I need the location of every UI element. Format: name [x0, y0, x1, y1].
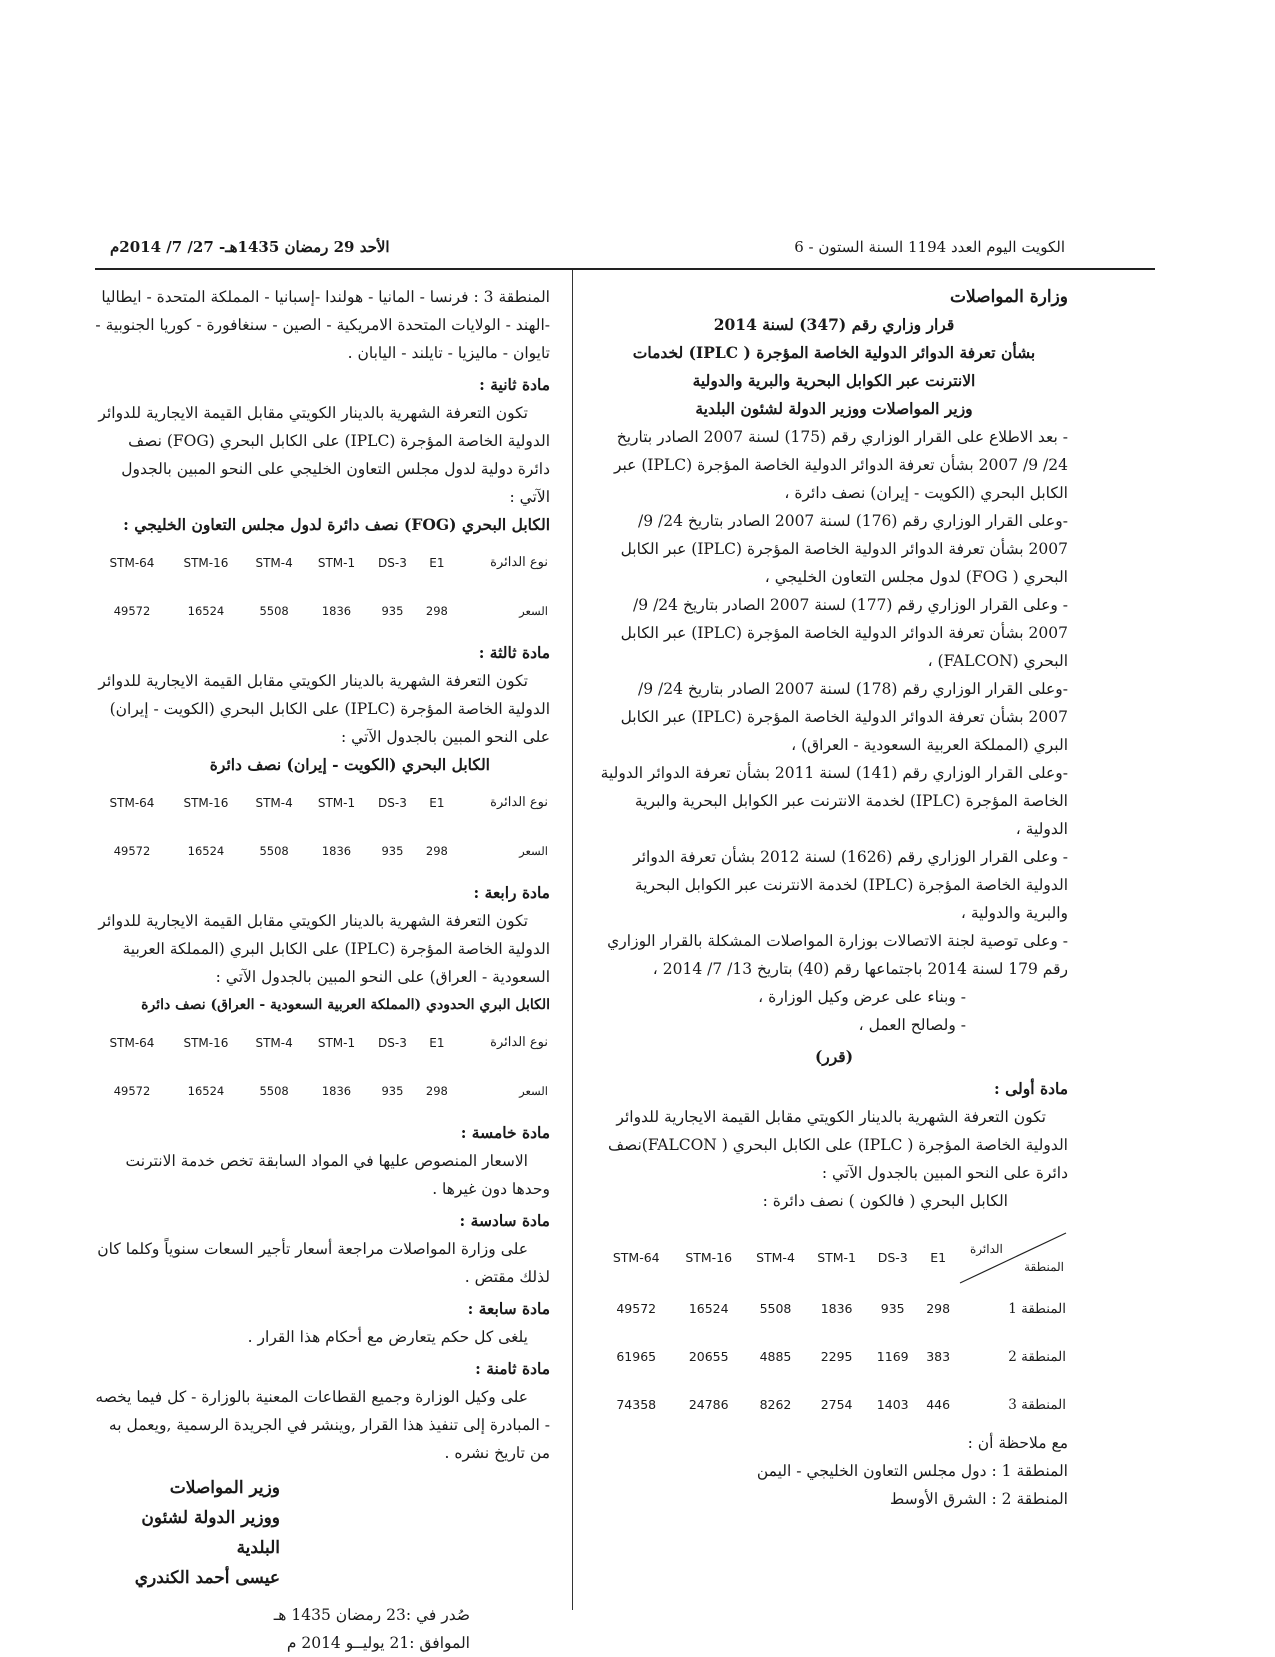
article-3-cable: الكابل البحري (الكويت - إيران) نصف دائرة: [209, 755, 490, 774]
row-label: المنطقة 3: [1008, 1397, 1066, 1413]
table-cell: 1169: [876, 1349, 909, 1364]
article-4-title: مادة رابعة :: [473, 883, 550, 902]
kuwait-iran-rate-table: [95, 781, 550, 871]
row-label: المنطقة 1: [1008, 1301, 1066, 1317]
table-cell: 4885: [759, 1349, 792, 1364]
column-header: STM-16: [183, 556, 229, 570]
recital: -وعلى القرار الوزاري رقم (176) لسنة 2007 الصادر بتاريخ 24/ 9/ 2007 بشأن تعرفة الدوائر الدولية الخاصة المؤجرة (IPLC) عبر الكابل البحري ( FOG) لدول مجلس التعاون الخليجي ،: [620, 512, 1068, 586]
fog-rate-table: [95, 541, 550, 631]
table-cell: 16524: [187, 1084, 225, 1098]
table-cell: 49572: [113, 1084, 151, 1098]
column-header: DS-3: [378, 796, 407, 810]
column-header: E1: [429, 556, 445, 570]
right-column: [600, 283, 1068, 1513]
table-row: [600, 1333, 1068, 1381]
table-cell: 49572: [113, 604, 151, 618]
table-cell: 298: [425, 604, 448, 618]
column-header: STM-64: [109, 796, 155, 810]
table-cell: 1836: [321, 844, 352, 858]
header-issue-info: الكويت اليوم العدد 1194 السنة الستون - 6: [794, 238, 1065, 256]
table-cell: 49572: [616, 1301, 657, 1316]
table-header-row: [95, 781, 550, 823]
header-date: الأحد 29 رمضان 1435هـ- 27/ 7/ 2014م: [110, 238, 390, 256]
table-cell: 49572: [113, 844, 151, 858]
article-4-cable: الكابل البري الحدودي (المملكة العربية السعودية - العراق) نصف دائرة: [141, 997, 550, 1013]
table-header-row: [95, 1021, 550, 1063]
table-header-row: [95, 541, 550, 583]
article-1-title: مادة أولى :: [994, 1079, 1068, 1098]
decree-issuer: وزير المواصلات ووزير الدولة لشئون البلدية: [695, 399, 973, 418]
article-2-text: تكون التعرفة الشهرية بالدينار الكويتي مقابل القيمة الايجارية للدوائر الدولية الخاصة المؤجرة (IPLC) على الكابل البحري (FOG) نصف دائرة دولية لدول مجلس التعاون الخليجي على النحو المبين بالجدول الآتي :: [98, 404, 550, 506]
article-2-cable: الكابل البحري (FOG) نصف دائرة لدول مجلس التعاون الخليجي :: [123, 515, 550, 534]
row-label: السعر: [519, 1084, 548, 1098]
article-3-text: تكون التعرفة الشهرية بالدينار الكويتي مقابل القيمة الايجارية للدوائر الدولية الخاصة المؤجرة (IPLC) على الكابل البحري (الكويت - إيران) على النحو المبين بالجدول الآتي :: [98, 672, 550, 746]
column-header: STM-1: [317, 556, 356, 570]
column-header: DS-3: [877, 1250, 908, 1265]
column-header: STM-4: [756, 1250, 795, 1265]
article-2-title: مادة ثانية :: [479, 375, 550, 394]
article-6-title: مادة سادسة :: [459, 1211, 550, 1230]
zone-1-definition: المنطقة 1 : دول مجلس التعاون الخليجي - اليمن: [756, 1462, 1068, 1480]
row-label: نوع الدائرة: [490, 1035, 548, 1050]
column-header: STM-4: [255, 1036, 293, 1050]
left-column: [95, 283, 550, 1657]
table-corner-header: [958, 1231, 1068, 1285]
row-label: نوع الدائرة: [490, 795, 548, 810]
ministry-title: وزارة المواصلات: [950, 287, 1068, 307]
falcon-zone-rate-table: [600, 1231, 1068, 1429]
signature-title-1: وزير المواصلات: [169, 1478, 280, 1498]
table-cell: 298: [926, 1301, 951, 1316]
zone-2-definition: المنطقة 2 : الشرق الأوسط: [889, 1490, 1068, 1508]
table-cell: 8262: [759, 1397, 792, 1412]
column-header: STM-1: [817, 1250, 857, 1265]
row-label: المنطقة 2: [1008, 1349, 1066, 1365]
table-cell: 61965: [616, 1349, 657, 1364]
column-header: E1: [930, 1250, 947, 1265]
table-cell: 5508: [259, 844, 289, 858]
article-1-text: تكون التعرفة الشهرية بالدينار الكويتي مقابل القيمة الايجارية للدوائر الدولية الخاصة المؤجرة ( IPLC) على الكابل البحري ( FALCON)نصف دائرة على النحو المبين بالجدول الآتي :: [607, 1108, 1068, 1182]
recital: - ولصالح العمل ،: [858, 1016, 966, 1034]
recital: - بعد الاطلاع على القرار الوزاري رقم (175) لسنة 2007 الصادر بتاريخ 24/ 9/ 2007 بشأن تعرفة الدوائر الدولية الخاصة المؤجرة (IPLC) عبر الكابل البحري (الكويت - إيران) نصف دائرة ،: [613, 428, 1068, 502]
article-4-text: تكون التعرفة الشهرية بالدينار الكويتي مقابل القيمة الايجارية للدوائر الدولية الخاصة المؤجرة (IPLC) على الكابل البري (المملكة العربية السعودية - العراق) على النحو المبين بالجدول الآتي :: [98, 912, 550, 986]
table-row: [95, 823, 550, 871]
column-header: DS-3: [378, 556, 407, 570]
corner-label-zone: المنطقة: [1024, 1260, 1064, 1274]
table-cell: 5508: [259, 604, 289, 618]
article-5-title: مادة خامسة :: [460, 1123, 550, 1142]
recital: -وعلى القرار الوزاري رقم (178) لسنة 2007 الصادر بتاريخ 24/ 9/ 2007 بشأن تعرفة الدوائر الدولية الخاصة المؤجرة (IPLC) عبر الكابل البري (المملكة العربية السعودية - العراق) ،: [620, 680, 1068, 754]
table-cell: 383: [926, 1349, 951, 1364]
column-header: STM-64: [109, 556, 155, 570]
issued-hijri-date: صُدر في :23 رمضان 1435 هـ: [273, 1606, 470, 1624]
table-row: [600, 1381, 1068, 1429]
recital: - وعلى القرار الوزاري رقم (1626) لسنة 2012 بشأن تعرفة الدوائر الدولية الخاصة المؤجرة (IPLC) لخدمة الانترنت عبر الكوابل البحرية والبرية والدولية ،: [633, 848, 1068, 922]
table-cell: 446: [926, 1397, 951, 1412]
table-cell: 16524: [187, 844, 225, 858]
table-cell: 935: [381, 604, 404, 618]
article-5-text: الاسعار المنصوص عليها في المواد السابقة تخص خدمة الانترنت وحدها دون غيرها .: [125, 1152, 550, 1198]
table-cell: 5508: [259, 1084, 289, 1098]
table-cell: 935: [381, 844, 404, 858]
table-cell: 5508: [759, 1301, 792, 1316]
signature-name: عيسى أحمد الكندري: [134, 1568, 280, 1588]
table-row: [95, 583, 550, 631]
decree-subject-line-1: بشأن تعرفة الدوائر الدولية الخاصة المؤجرة ( IPLC) لخدمات: [632, 343, 1036, 362]
column-divider: [572, 270, 573, 1610]
row-label: نوع الدائرة: [490, 555, 548, 570]
note-intro: مع ملاحظة أن :: [967, 1434, 1068, 1452]
table-cell: 298: [425, 1084, 448, 1098]
saudi-iraq-rate-table: [95, 1021, 550, 1111]
header-divider: [95, 268, 1155, 270]
decree-subject-line-2: الانترنت عبر الكوابل البحرية والبرية والدولية: [692, 371, 976, 390]
column-header: STM-64: [612, 1250, 660, 1265]
article-7-title: مادة سابعة :: [467, 1299, 550, 1318]
column-header: DS-3: [378, 1036, 407, 1050]
table-cell: 74358: [616, 1397, 657, 1412]
column-header: E1: [429, 796, 445, 810]
column-header: STM-16: [183, 1036, 229, 1050]
table-cell: 1836: [321, 1084, 352, 1098]
table-cell: 935: [880, 1301, 905, 1316]
table-cell: 16524: [187, 604, 225, 618]
signature-block: [95, 1473, 550, 1593]
decree-title: قرار وزاري رقم (347) لسنة 2014: [713, 315, 955, 334]
column-header: STM-16: [685, 1250, 733, 1265]
column-header: E1: [429, 1036, 445, 1050]
corner-label-circuit: الدائرة: [970, 1242, 1003, 1256]
table-row: [95, 1063, 550, 1111]
table-cell: 935: [381, 1084, 404, 1098]
column-header: STM-16: [183, 796, 229, 810]
recital: -وعلى القرار الوزاري رقم (141) لسنة 2011 بشأن تعرفة الدوائر الدولية الخاصة المؤجرة (IPLC) لخدمة الانترنت عبر الكوابل البحرية والبرية الدولية ،: [600, 764, 1068, 838]
table-cell: 298: [425, 844, 448, 858]
article-1-cable: الكابل البحري ( فالكون ) نصف دائرة :: [762, 1192, 1008, 1210]
table-header-row: [600, 1231, 1068, 1285]
row-label: السعر: [519, 604, 548, 618]
recital: - وبناء على عرض وكيل الوزارة ،: [758, 988, 966, 1006]
recital: - وعلى القرار الوزاري رقم (177) لسنة 2007 الصادر بتاريخ 24/ 9/ 2007 بشأن تعرفة الدوائر الدولية الخاصة المؤجرة (IPLC) عبر الكابل البحري (FALCON) ،: [620, 596, 1068, 670]
article-6-text: على وزارة المواصلات مراجعة أسعار تأجير السعات سنوياً وكلما كان لذلك مقتض .: [97, 1240, 550, 1286]
column-header: STM-1: [317, 1036, 356, 1050]
table-cell: 16524: [688, 1301, 729, 1316]
column-header: STM-4: [255, 556, 293, 570]
table-cell: 1836: [321, 604, 352, 618]
table-cell: 20655: [688, 1349, 729, 1364]
table-cell: 2754: [820, 1397, 853, 1412]
column-header: STM-4: [255, 796, 293, 810]
article-7-text: يلغى كل حكم يتعارض مع أحكام هذا القرار .: [247, 1328, 528, 1346]
row-label: السعر: [519, 844, 548, 858]
table-row: [600, 1285, 1068, 1333]
table-cell: 2295: [820, 1349, 853, 1364]
article-3-title: مادة ثالثة :: [478, 643, 550, 662]
column-header: STM-1: [317, 796, 356, 810]
recital: - وعلى توصية لجنة الاتصالات بوزارة المواصلات المشكلة بالقرار الوزاري رقم 179 لسنة 2014 باجتماعها رقم (40) بتاريخ 13/ 7/ 2014 ،: [607, 932, 1068, 978]
article-8-title: مادة ثامنة :: [475, 1359, 550, 1378]
zone-3-definition: المنطقة 3 : فرنسا - المانيا - هولندا -إسبانيا - المملكة المتحدة - ايطاليا -الهند - الولايات المتحدة الامريكية - الصين - سنغافورة - كوريا الجنوبية - تايوان - ماليزيا - تايلند - اليابان .: [95, 288, 550, 362]
column-header: STM-64: [109, 1036, 155, 1050]
issued-gregorian-date: الموافق :21 يوليــو 2014 م: [286, 1634, 470, 1652]
article-8-text: على وكيل الوزارة وجميع القطاعات المعنية بالوزارة - كل فيما يخصه - المبادرة إلى تنفيذ هذا القرار ,وينشر في الجريدة الرسمية ,ويعمل به من تاريخ نشره .: [95, 1388, 550, 1462]
issue-date-block: [95, 1601, 550, 1657]
decided-heading: (قرر): [814, 1047, 854, 1066]
signature-title-2: ووزير الدولة لشئون البلدية: [141, 1508, 280, 1558]
table-cell: 1836: [820, 1301, 853, 1316]
table-cell: 24786: [688, 1397, 729, 1412]
table-cell: 1403: [876, 1397, 909, 1412]
